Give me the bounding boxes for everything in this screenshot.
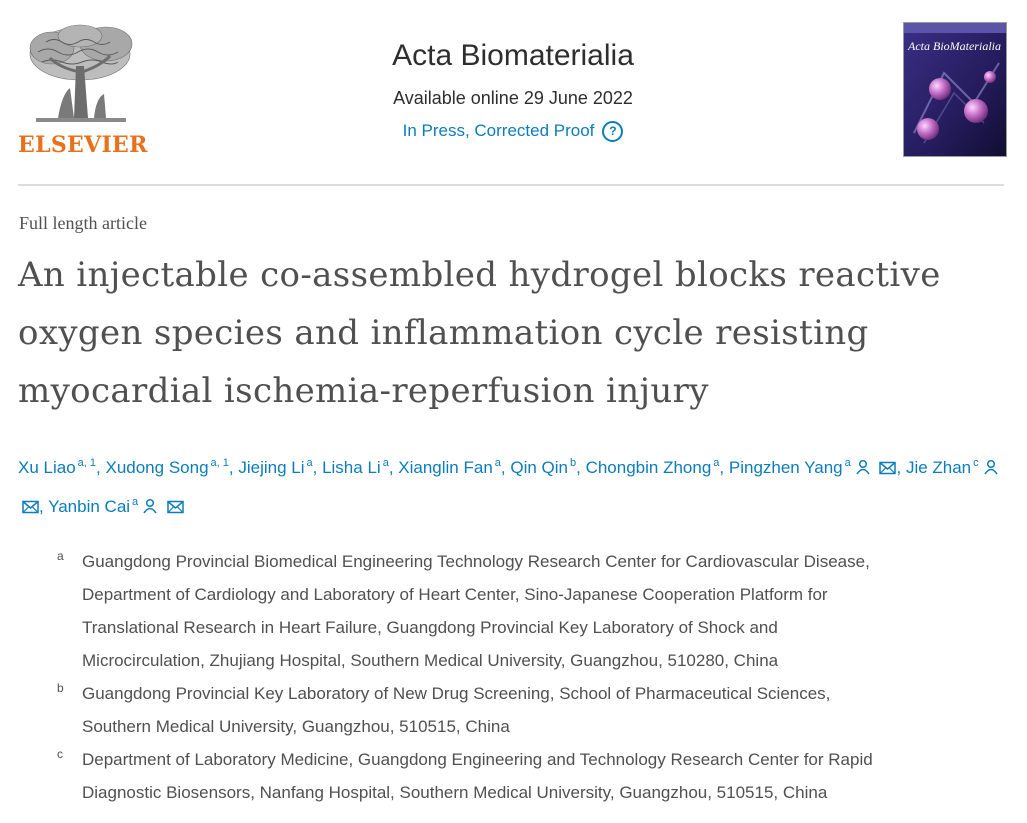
article-title: An injectable co-assembled hydrogel blocks reactive oxygen species and inflammation cycle resisting myocardial ischemia-reperfusion injury xyxy=(18,255,941,411)
affiliation-line: Guangdong Provincial Key Laboratory of New Drug Screening, School of Pharmaceutical Sciences, xyxy=(82,684,831,703)
envelope-icon[interactable] xyxy=(167,493,184,525)
author-link[interactable] xyxy=(398,458,501,477)
elsevier-wordmark: ELSEVIER xyxy=(18,132,148,158)
affiliation-label: a xyxy=(57,549,64,563)
author-name: Jie Zhan xyxy=(905,458,972,477)
author-link[interactable] xyxy=(906,458,999,477)
affiliation-label: b xyxy=(57,681,64,695)
person-icon[interactable] xyxy=(855,454,871,486)
author-link[interactable] xyxy=(322,458,389,477)
affiliation-item xyxy=(57,677,1007,743)
affiliation-line: Department of Laboratory Medicine, Guangdong Engineering and Technology Research Center for Rapid xyxy=(82,750,873,769)
author-link[interactable] xyxy=(729,458,871,477)
affiliation-item xyxy=(57,743,1007,809)
author-link[interactable] xyxy=(18,458,96,477)
journal-cover-thumbnail[interactable] xyxy=(903,22,1007,157)
author-affiliation-marker: a, 1 xyxy=(210,457,229,469)
envelope-icon[interactable] xyxy=(22,493,39,525)
author-separator: , xyxy=(896,458,906,477)
author-affiliation-marker: a xyxy=(844,457,851,469)
author-name: Pingzhen Yang xyxy=(728,458,843,477)
author-link[interactable] xyxy=(238,458,312,477)
author-separator: , xyxy=(228,458,239,477)
article-status-label: In Press, Corrected Proof xyxy=(402,121,595,140)
affiliation-line: Microcirculation, Zhujiang Hospital, Southern Medical University, Guangzhou, 510280, China xyxy=(82,651,779,670)
affiliation-item xyxy=(57,545,1007,677)
author-affiliation-marker: a xyxy=(494,457,501,469)
author-affiliation-marker: a xyxy=(132,496,139,508)
author-link[interactable] xyxy=(105,458,228,477)
affiliation-line: Diagnostic Biosensors, Nanfang Hospital, Southern Medical University, Guangzhou, 510515, China xyxy=(82,783,828,802)
author-link[interactable] xyxy=(48,497,158,516)
author-affiliation-marker: b xyxy=(570,457,577,469)
author-separator: , xyxy=(96,458,106,477)
author-affiliation-marker: c xyxy=(973,457,979,469)
author-name: Qin Qin xyxy=(510,458,568,477)
affiliation-line: Guangdong Provincial Biomedical Engineering Technology Research Center for Cardiovascular Disease, xyxy=(82,552,870,571)
author-name: Xudong Song xyxy=(105,458,209,477)
available-online-date: Available online 29 June 2022 xyxy=(393,88,633,108)
author-separator: , xyxy=(388,458,399,477)
cover-journal-title: Acta BioMaterialia xyxy=(908,39,1001,53)
affiliation-line: Translational Research in Heart Failure, Guangdong Provincial Key Laboratory of Shock and xyxy=(82,618,778,637)
envelope-icon[interactable] xyxy=(879,454,896,486)
journal-title-link[interactable]: Acta Biomaterialia xyxy=(392,39,634,72)
help-circle-icon[interactable]: ? xyxy=(602,121,623,142)
author-separator: , xyxy=(312,458,323,477)
affiliation-list xyxy=(57,545,1007,809)
author-affiliation-marker: a xyxy=(382,457,389,469)
affiliation-line: Department of Cardiology and Laboratory of Heart Center, Sino-Japanese Cooperation Platform for xyxy=(82,585,828,604)
author-separator: , xyxy=(576,458,586,477)
author-list xyxy=(18,447,1008,525)
journal-header xyxy=(300,36,726,143)
author-separator: , xyxy=(719,458,729,477)
author-link[interactable] xyxy=(586,458,720,477)
affiliation-line: Southern Medical University, Guangzhou, 510515, China xyxy=(82,717,510,736)
author-name: Chongbin Zhong xyxy=(585,458,712,477)
elsevier-logo[interactable] xyxy=(18,22,148,158)
author-separator: , xyxy=(500,458,511,477)
author-name: Xu Liao xyxy=(18,458,76,477)
author-name: Lisha Li xyxy=(322,458,381,477)
author-name: Jiejing Li xyxy=(238,458,305,477)
author-affiliation-marker: a, 1 xyxy=(77,457,97,469)
article-type: Full length article xyxy=(19,213,147,233)
author-link[interactable] xyxy=(510,458,576,477)
author-separator: , xyxy=(39,497,49,516)
elsevier-tree-icon xyxy=(18,22,142,130)
author-name: Xianglin Fan xyxy=(398,458,493,477)
author-affiliation-marker: a xyxy=(713,457,720,469)
article-status[interactable] xyxy=(403,119,624,143)
header-divider xyxy=(18,184,1004,186)
person-icon[interactable] xyxy=(983,454,999,486)
person-icon[interactable] xyxy=(142,493,158,525)
affiliation-label: c xyxy=(57,747,63,761)
author-affiliation-marker: a xyxy=(306,457,313,469)
author-name: Yanbin Cai xyxy=(48,497,131,516)
